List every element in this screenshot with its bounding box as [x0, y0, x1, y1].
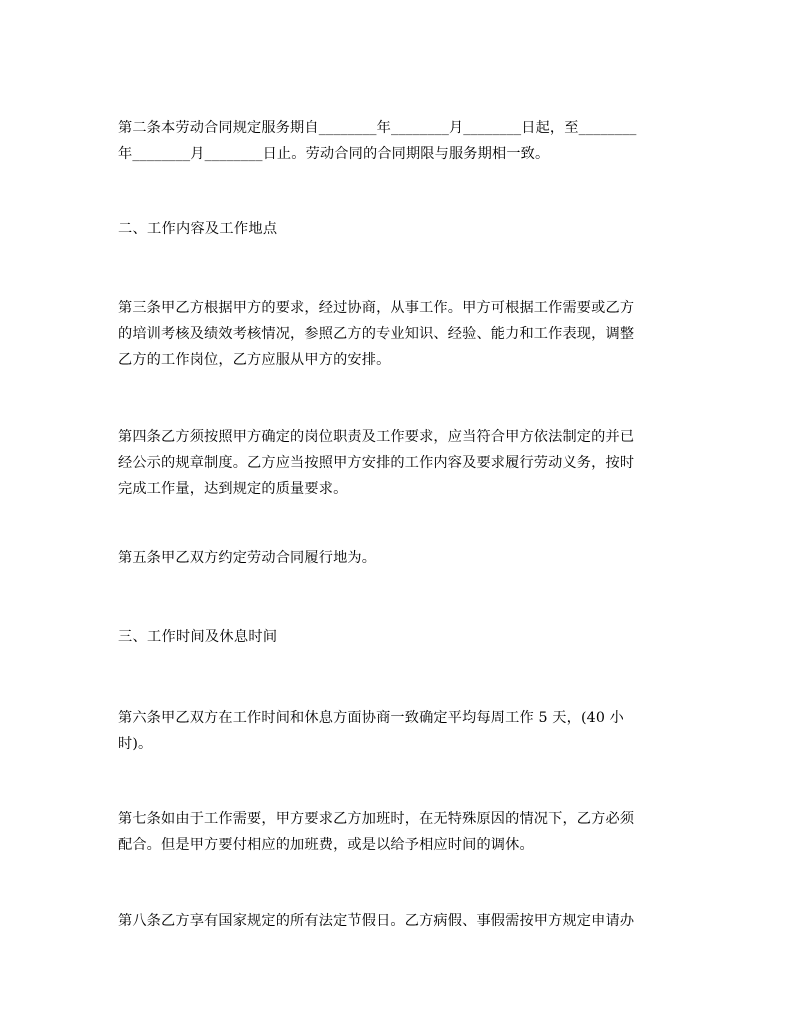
article-7-paragraph — [118, 806, 684, 858]
article-3-paragraph — [118, 295, 684, 373]
text-line: 的培训考核及绩效考核情况，参照乙方的专业知识、经验、能力和工作表现，调整 — [118, 326, 635, 342]
text-line: 第六条甲乙双方在工作时间和休息方面协商一致确定平均每周工作 5 天，(40 小 — [118, 710, 624, 726]
article-2-paragraph — [118, 115, 684, 167]
article-4-paragraph — [118, 424, 684, 502]
text-line: 第三条甲乙方根据甲方的要求，经过协商，从事工作。甲方可根据工作需要或乙方 — [118, 300, 635, 316]
article-6-paragraph — [118, 705, 684, 757]
text-line: 第七条如由于工作需要，甲方要求乙方加班时，在无特殊原因的情况下，乙方必须 — [118, 811, 635, 827]
text-line: 第二条本劳动合同规定服务期自________年________月________日起，至________ — [118, 120, 637, 136]
section-heading-working-hours: 三、工作时间及休息时间 — [118, 629, 278, 645]
section-heading-work-content: 二、工作内容及工作地点 — [118, 221, 278, 237]
text-line: 经公示的规章制度。乙方应当按照甲方安排的工作内容及要求履行劳动义务，按时 — [118, 455, 635, 471]
text-line: 第五条甲乙双方约定劳动合同履行地为。 — [118, 550, 377, 566]
text-line: 时)。 — [118, 736, 153, 752]
text-line: 第四条乙方须按照甲方确定的岗位职责及工作要求，应当符合甲方依法制定的并已 — [118, 429, 635, 445]
text-line: 完成工作量，达到规定的质量要求。 — [118, 481, 348, 497]
text-line: 乙方的工作岗位，乙方应服从甲方的安排。 — [118, 352, 391, 368]
article-5-paragraph — [118, 545, 684, 571]
text-line: 配合。但是甲方要付相应的加班费，或是以给予相应时间的调休。 — [118, 837, 534, 853]
text-line: 第八条乙方享有国家规定的所有法定节假日。乙方病假、事假需按甲方规定申请办 — [118, 913, 635, 929]
article-8-paragraph — [118, 908, 684, 934]
text-line: 年________月________日止。劳动合同的合同期限与服务期相一致。 — [118, 146, 550, 162]
